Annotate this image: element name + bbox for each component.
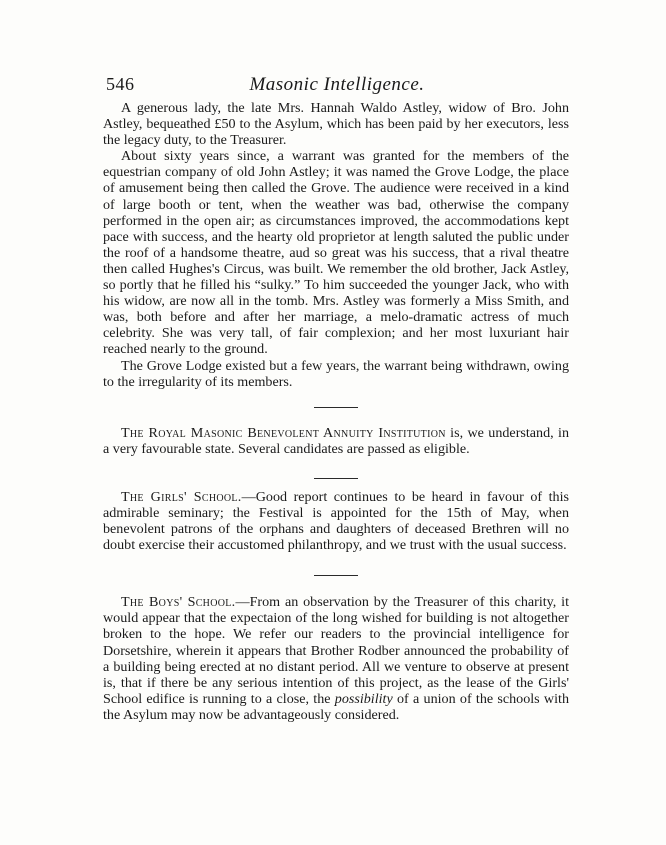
paragraph-annuity-institution: The Royal Masonic Benevolent Annuity Institution is, we understand, in a very favourable state. Several candidates are passed as eligible. [103,424,570,457]
emphasis-possibility: possibility [334,690,393,707]
running-title: Masonic Intelligence. [249,74,425,95]
section-heading: The Boys' School. [121,594,236,611]
article-body [103,100,569,723]
paragraph-grove-lodge-history: About sixty years since, a warrant was granted for the members of the equestrian company of old John Astley; it was named the Grove Lodge, the place of amusement being then called the Grove. The audience were received in a kind of large booth or tent, when the weather was bad, otherwise the company performed in the open air; as circumstances improved, the accommodations kept pace with success, and the hearty old proprietor at length saluted the public under the roof of a handsome theatre, aud so great was his success, that a rival theatre then called Hughes's Circus, was built. We remember the old brother, Jack Astley, so portly that he filled his “sulky.” To him succeeded the younger Jack, who with his widow, are now all in the tomb. Mrs. Astley was formerly a Miss Smith, and was, both before and after her marriage, a melo-dramatic actress of much celebrity. She was very tall, of fair complexion; and her most luxuriant hair reached nearly to the ground. [103,148,569,358]
page-number: 546 [106,74,135,94]
section-heading: The Royal Masonic Benevolent Annuity Institution [121,424,446,441]
section-heading: The Girls' School. [121,488,242,505]
paragraph-grove-lodge-warrant: The Grove Lodge existed but a few years, the warrant being withdrawn, owing to the irregularity of its members. [103,357,569,390]
paragraph-girls-school: The Girls' School.—Good report continues to be heard in favour of this admirable seminary; the Festival is appointed for the 15th of May, when benevolent patrons of the orphans and daughters of deceased Brethren will no doubt exercise their accustomed philanthropy, and we trust with the usual success. [103,488,569,554]
paragraph-astley-bequest: A generous lady, the late Mrs. Hannah Waldo Astley, widow of Bro. John Astley, bequeathed £50 to the Asylum, which has been paid by her executors, less the legacy duty, to the Treasurer. [103,100,569,149]
page-header [106,74,568,100]
paragraph-boys-school: The Boys' School.—From an observation by the Treasurer of this charity, it would appear that the expectaion of the long wished for building is not altogether broken to the hope. We refer our readers to the provincial intelligence for Dorsetshire, wherein it appears that Brother Rodber announced the probability of a building being erected at no distant period. All we venture to observe at present is, that if there be any serious intention of this project, as the lease of the Girls' School edifice is running to a close, the possibility of a union of the schools with the Asylum may now be advantageously considered. [103,594,569,723]
